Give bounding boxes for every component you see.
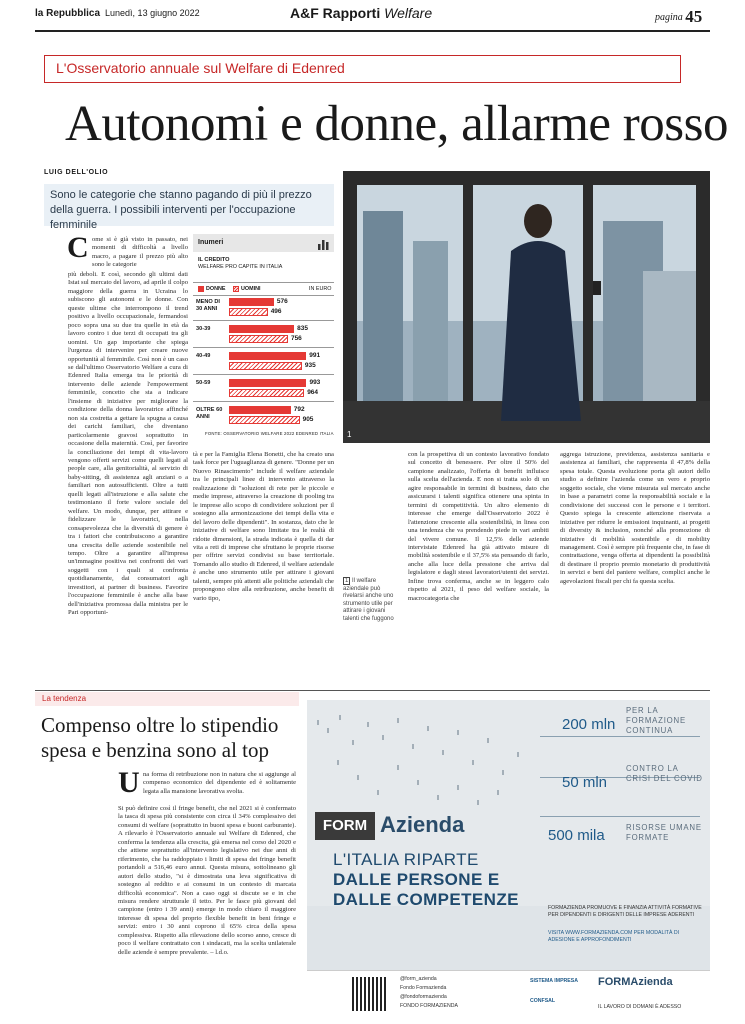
value-uomini: 756 bbox=[290, 335, 302, 342]
age-label: MENO DI 30 ANNI bbox=[196, 299, 220, 312]
bar-uomini bbox=[229, 335, 288, 343]
bar-uomini bbox=[229, 308, 268, 316]
secondary-body: Si può definire così il fringe benefit, che nel 2021 si è confermato la tasca di spesa più consistente con circa il 34% complessivo dei consumi di welfare (soprattutto in buoni spesa e buoni carburante). A rilevarlo è l'Osservatorio annuale sul Welfare di Edenred, che conferma la tendenza alla crescita, già emersa nel corso del 2020 e che attiene soprattutto all'intervento legislativo nei due anni di riferimento, che ha raddoppiato i limiti di spesa dei fringe benefit portandoli a 516,46 euro annui. Questa misura, sottolineano gli autori dello studio, "si è dimostrata una leva significativa di sostegno al reddito e ai consumi in un contesto di marcata difficoltà economica". Non a caso oggi si discute se e in che misura rendere strutturale il tetto. Per le fasce più giovani del campione (entro i 39 anni) emerge in modo chiaro il maggiore interesse di spesa del proprio flexible benefit in beni fringe e servizi: entro i 30 anni coprono il 65% circa della spesa complessiva. Rispetto alla rilevazione dello scorso anno, cresce di poco il welfare contrattato con i sindacati, ma la scelta unilaterale delle aziende è sempre prevalente. – l.d.o. bbox=[118, 805, 296, 956]
secondary-intro: na forma di retribuzione non in natura che si aggiunge al compenso economico del dipendente ed è solitamente legata alla mansione lavorativa svolta. bbox=[143, 771, 296, 795]
ad-stat-2-label: CONTRO LA CRISI DEL COVID bbox=[626, 764, 703, 783]
ad-slogan: L'ITALIA RIPARTE DALLE PERSONE E DALLE COMPETENZE bbox=[333, 850, 519, 909]
headline: Autonomi e donne, allarme rosso bbox=[65, 96, 728, 152]
linkedin-handle[interactable]: FONDO FORMAZIENDA bbox=[400, 1003, 458, 1009]
legend-uomini: UOMINI bbox=[241, 286, 261, 292]
ad-info: FORMAZIENDA PROMUOVE E FINANZIA ATTIVITÀ FORMATIVE PER DIPENDENTI E DIRIGENTI DELLE IMPRESE ADERENTI bbox=[548, 905, 702, 918]
partner-sistema-impresa: SISTEMA IMPRESA bbox=[530, 978, 578, 984]
ad-visit: VISITA WWW.FORMAZIENDA.COM PER MODALITÀ DI ADESIONE E APPROFONDIMENTI bbox=[548, 930, 680, 943]
row-divider bbox=[193, 401, 334, 402]
ad-social bbox=[400, 975, 458, 1011]
ad-stat-1-number: 200 mln bbox=[562, 716, 616, 733]
ad-stat-1-label: PER LA FORMAZIONE CONTINUA bbox=[626, 706, 686, 735]
photo-woman-window bbox=[343, 171, 710, 443]
ad-footer-logo: FORMAzienda bbox=[598, 976, 673, 988]
age-label: 50-59 bbox=[196, 380, 211, 386]
legend-donne: DONNE bbox=[206, 286, 226, 292]
legend-swatch-uomini bbox=[233, 286, 239, 292]
article-column-2: tà e per la Famiglia Elena Bonetti, che ha creato una task force per l'uguaglianza di genere. "Donne per un Nuovo Rinascimento" include il welfare aziendale tra le principali linee di intervento attraverso la realizzazione di "soluzioni di rete per le piccole e medie imprese, attraverso la creazione di pooling tra le imprese allo scopo di condividere soluzioni per il sostegno alla armonizzazione dei tempi della vita e del lavoro delle dipendenti". In sostanza, dato che le iniziative di welfare sono limitate tra le realtà di ridotte dimensioni, la strada indicata è quella di dar vita a reti di imprese che sfruttano le proprie risorse per offrire servizi condivisi su base territoriale. Tornando allo studio di Edenred, il welfare aziendale è anche uno strumento utile per attirare i giovani talenti, sempre più attenti alle politiche aziendali che propongono oltre alla retribuzione, anche benefit di vario tipo, bbox=[193, 451, 334, 602]
bar-donne bbox=[229, 352, 306, 360]
infographic-subtitle-2: WELFARE PRO CAPITE IN ITALIA bbox=[198, 264, 283, 270]
photo-caption: 1 Il welfare aziendale può rivelarsi anche uno strumento utile per attirare i giovani talenti che fuggono bbox=[343, 578, 394, 622]
twitter-handle[interactable]: @form_azienda bbox=[400, 976, 437, 982]
page-number: pagina 45 bbox=[655, 7, 703, 26]
bar-uomini bbox=[229, 389, 304, 397]
ad-footer-motto: IL LAVORO DI DOMANI È ADESSO bbox=[598, 1004, 682, 1010]
section-title: A&F Rapporti Welfare bbox=[290, 5, 433, 21]
value-uomini: 964 bbox=[307, 389, 319, 396]
infographic-title: Inumeri bbox=[198, 239, 224, 246]
row-divider bbox=[193, 320, 334, 321]
age-label: 40-49 bbox=[196, 353, 211, 359]
value-donne: 993 bbox=[309, 379, 321, 386]
partner-confsal: CONFSAL bbox=[530, 998, 556, 1004]
ad-logo-form: FORM bbox=[315, 812, 375, 840]
header-rule bbox=[35, 30, 710, 32]
value-uomini: 935 bbox=[304, 362, 316, 369]
ad-divider-3 bbox=[540, 816, 700, 817]
bar-chart-icon bbox=[317, 237, 329, 249]
article-column-3: con la prospettiva di un contesto lavorativo fondato sul concetto di benessere. Per oltre il 50% del campione analizzato, l'offerta di benefit influisce sulla scelta dell'azienda. E non si tratta solo di un agire responsabile in termini di business, dato che assicurarsi i talenti significa ottenere una spinta in termini di competitività. Un altro elemento di interesse che emerge dall'Osservatorio 2022 è l'attenzione crescente alla sostenibilità, in linea con una tendenza che va prendendo piede in vari ambiti del vivere comune. Il 12,5% delle aziende intervistate Edenred ha già attivato misure di mobilità sostenibile e il 37,5% sta pensando di farlo, anche alla luce della pressione che arriva dal legislatore e dagli stessi lavoratori/utenti dei servizi. Infine trova conferma, anche se in leggero calo rispetto al 2021, il peso del welfare sociale, la macrocategoria che bbox=[408, 451, 549, 602]
legend-swatch-donne bbox=[198, 286, 204, 292]
infographic-source: FONTE: OSSERVATORIO WELFARE 2022 EDENRED ITALIA bbox=[205, 431, 334, 436]
byline: LUIG DELL'OLIO bbox=[44, 169, 109, 176]
kicker: L'Osservatorio annuale sul Welfare di Edenred bbox=[56, 60, 345, 76]
ad-logo-azienda: Azienda bbox=[380, 812, 465, 837]
value-uomini: 496 bbox=[270, 308, 282, 315]
value-donne: 991 bbox=[309, 352, 321, 359]
qr-code-icon[interactable] bbox=[352, 977, 386, 1011]
masthead: la Repubblica Lunedì, 13 giugno 2022 bbox=[35, 8, 200, 19]
bar-donne bbox=[229, 379, 306, 387]
article-intro: ome si è già visto in passato, nei momenti di difficoltà a livello macro, a pagare il prezzo più alto sono le categorie bbox=[92, 236, 188, 269]
bar-donne bbox=[229, 325, 294, 333]
bar-uomini bbox=[229, 416, 300, 424]
value-donne: 835 bbox=[297, 325, 308, 332]
ad-stat-3-number: 500 mila bbox=[548, 827, 605, 844]
facebook-handle[interactable]: Fondo Formazienda bbox=[400, 985, 447, 991]
ad-divider-1 bbox=[540, 736, 700, 737]
bar-donne bbox=[229, 406, 291, 414]
legend-unit: IN EURO bbox=[309, 286, 332, 292]
instagram-handle[interactable]: @fondoformazienda bbox=[400, 994, 447, 1000]
bar-uomini bbox=[229, 362, 302, 370]
value-donne: 576 bbox=[276, 298, 288, 305]
subhead: Sono le categorie che stanno pagando di più il prezzo della guerra. I possibili interventi per l'occupazione femminile bbox=[44, 184, 334, 226]
section-tag: La tendenza bbox=[42, 694, 87, 703]
age-label: OLTRE 60 ANNI bbox=[196, 407, 223, 420]
section-divider bbox=[35, 690, 710, 691]
article-column-4: aggrega istruzione, previdenza, assistenza sanitaria e assistenza ai familiari, che rappresenta il 47,8% della spesa totale. Questa evoluzione porta gli autori dello studio a definire l'azienda come un vero e proprio soggetto sociale, che viene misurata sul mercato anche in base a parametri come la responsabilità sociale e la condivisione dei successi con le persone e i territori. Questo spiega la crescente attenzione riservata a iniziative per ridurre le emissioni inquinanti, ai progetti di diversity & inclusion, nonché alla promozione di iniziative di mobilità sostenibile e di mobility management. Così è sempre più frequente che, in fase di contrattazione, venga offerta ai dipendenti la possibilità di destinare il proprio premio monetario di produttività in servizi e beni del paniere welfare, complici anche le agevolazioni fiscali per chi fa questa scelta. bbox=[560, 451, 710, 585]
row-divider bbox=[193, 347, 334, 348]
secondary-dropcap: U bbox=[118, 766, 140, 799]
ad-stat-2-number: 50 mln bbox=[562, 774, 608, 791]
infographic-legend bbox=[193, 282, 334, 296]
row-divider bbox=[193, 374, 334, 375]
photo-number: 1 bbox=[347, 430, 352, 439]
dropcap: C bbox=[67, 231, 89, 264]
secondary-headline: Compenso oltre lo stipendio spesa e benzina sono al top bbox=[41, 713, 279, 762]
age-label: 30-39 bbox=[196, 326, 211, 332]
bar-donne bbox=[229, 298, 274, 306]
value-uomini: 905 bbox=[302, 416, 314, 423]
article-column-1: più deboli. E così, secondo gli ultimi dati Istat sul mercato del lavoro, ad aprile il colpo maggiore della guerra in Ucraina lo subiscono gli autonomi e le donne. Con queste ultime che interrompono il trend positivo a livello occupazionale, fermandosi poco sopra una su due tra quelle in età da lavoro contro i due terzi di occupati tra gli uomini. Un gap importante che spiega l'urgenza di intervenire per creare nuove opportunità al femminile. Così non è un caso se dall'ultimo Osservatorio Welfare a cura di Edenred Italia emerga tra le priorità di intervento delle aziende l'empowerment femminile, concetto che sta a indicare l'insieme di iniziative per migliorare la condizione della donna lavoratrice affinché non sia costretta a gettare la spugna a causa dei carichi familiari, che diventano particolarmente gravosi soprattutto in occasione della maternità. Così, per favorire la conciliazione dei tempi di vita-lavoro vengono offerti servizi come quelli legati al people care, alla genitorialità, al servizio di baby-sitting, di assistenza agli anziani o a familiari non autosufficienti. Oltre a tutti quelli legati all'istruzione e alla salute che testimoniano il forte valore sociale del welfare. Un modo, dunque, per attirare e fidelizzare le lavoratrici, nella consapevolezza che la diversità di genere è tra i fattori che contribuiscono a garantire una crescita delle aziende sostenibile nel tempo. Oltre a garantire all'impresa un'immagine positiva nei confronti dei vari soggetti con i quali si confronta quotidianamente, dai consumatori agli investitori, ai partner di business. Favorire l'occupazione femminile è anche alla base dell'iniziativa promossa dalla ministra per le Pari opportuni- bbox=[68, 271, 188, 617]
value-donne: 792 bbox=[293, 406, 305, 413]
ad-stat-3-label: RISORSE UMANE FORMATE bbox=[626, 823, 702, 842]
infographic-subtitle: IL CREDITO bbox=[198, 257, 230, 263]
